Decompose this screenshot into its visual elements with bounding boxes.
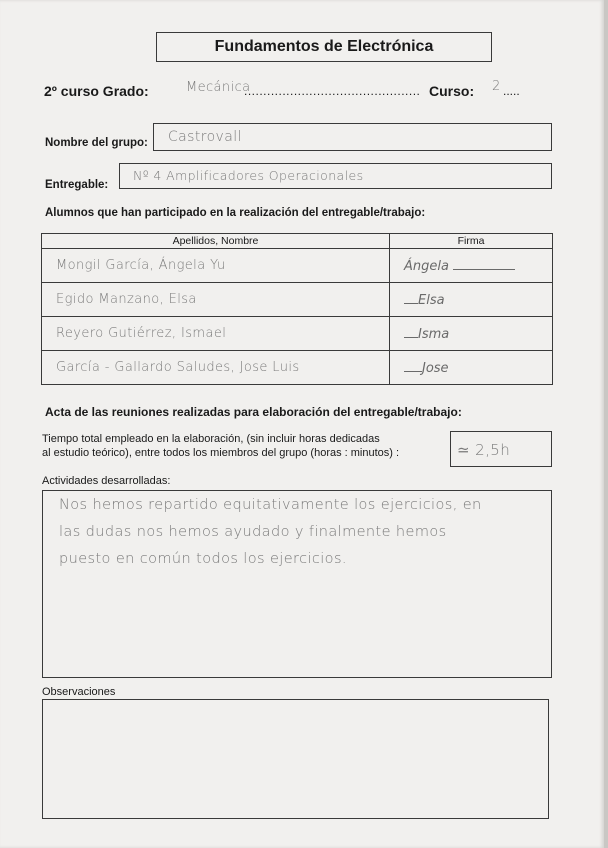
time-text-line-1: Tiempo total empleado en la elaboración, (sin incluir horas dedicadas [42, 433, 380, 445]
activities-line: puesto en común todos los ejercicios. [59, 551, 347, 567]
col-name-header: Apellidos, Nombre [42, 234, 390, 249]
student-name: Reyero Gutiérrez, Ismael [42, 317, 390, 351]
student-name: Mongil García, Ángela Yu [42, 249, 390, 283]
student-signature: Elsa [390, 283, 553, 317]
activities-line: Nos hemos repartido equitativamente los ejercicios, en [59, 497, 482, 513]
student-name: García - Gallardo Saludes, Jose Luis [42, 351, 390, 385]
course-dots: ..... [503, 84, 520, 98]
student-signature: Jose [390, 351, 553, 385]
activities-label: Actividades desarrolladas: [42, 475, 171, 487]
student-signature: Ángela [390, 249, 553, 283]
time-field [450, 431, 552, 467]
grade-label: 2º curso Grado: [44, 83, 149, 99]
table-row [42, 351, 553, 385]
time-text-line-2: al estudio teórico), entre todos los miembros del grupo (horas : minutos) : [42, 447, 400, 459]
group-field [153, 123, 552, 151]
table-header-row [42, 234, 553, 249]
group-value: Castrovall [168, 129, 242, 145]
student-signature: Isma [390, 317, 553, 351]
time-value: ≃ 2,5h [457, 441, 511, 459]
deliverable-value: Nº 4 Amplificadores Operacionales [133, 168, 364, 183]
grade-dots: .............................................. [244, 84, 421, 98]
grade-value: Mecánica [186, 80, 251, 95]
deliverable-field [119, 163, 552, 189]
table-row [42, 283, 553, 317]
students-heading: Alumnos que han participado en la realización del entregable/trabajo: [45, 207, 426, 219]
activities-line: las dudas nos hemos ayudado y finalmente hemos [59, 524, 447, 540]
group-label: Nombre del grupo: [45, 137, 148, 149]
observations-label: Observaciones [42, 686, 116, 698]
student-name: Egido Manzano, Elsa [42, 283, 390, 317]
course-value: 2 [492, 79, 501, 94]
course-label: Curso: [429, 83, 475, 99]
page-title: Fundamentos de Electrónica [156, 32, 492, 62]
activities-box [42, 490, 552, 678]
col-signature-header: Firma [390, 234, 553, 249]
table-row [42, 249, 553, 283]
observations-box [42, 699, 549, 819]
students-table [41, 233, 553, 385]
minutes-heading: Acta de las reuniones realizadas para elaboración del entregable/trabajo: [45, 405, 462, 419]
table-row [42, 317, 553, 351]
deliverable-label: Entregable: [45, 179, 109, 191]
